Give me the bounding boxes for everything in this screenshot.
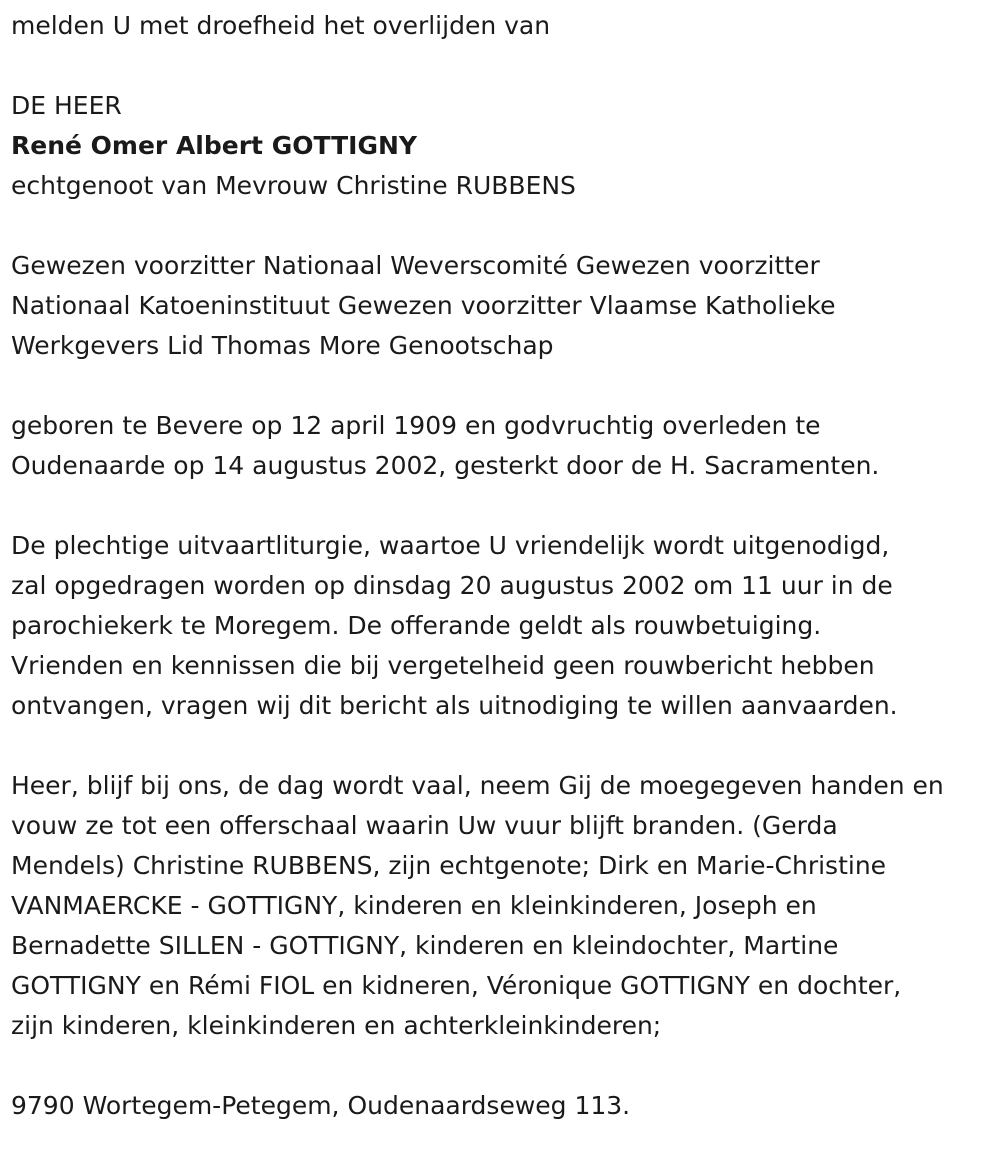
family-line: zijn kinderen, kleinkinderen en achterkleinkinderen; [11, 1011, 662, 1040]
funeral-line: De plechtige uitvaartliturgie, waartoe U vriendelijk wordt uitgenodigd, [11, 531, 890, 560]
functions-paragraph [11, 246, 996, 366]
spacer [11, 726, 996, 766]
family-line: vouw ze tot een offerschaal waarin Uw vuur blijft branden. (Gerda [11, 811, 838, 840]
functions-line: Werkgevers Lid Thomas More Genootschap [11, 331, 554, 360]
spouse-line: echtgenoot van Mevrouw Christine RUBBENS [11, 171, 576, 200]
functions-line: Gewezen voorzitter Nationaal Weverscomité Gewezen voorzitter [11, 251, 820, 280]
birth-death-line: geboren te Bevere op 12 april 1909 en godvruchtig overleden te [11, 411, 821, 440]
obituary-document [11, 0, 996, 1126]
funeral-line: parochiekerk te Moregem. De offerande geldt als rouwbetuiging. [11, 611, 822, 640]
family-paragraph [11, 766, 996, 1046]
family-line: Heer, blijf bij ons, de dag wordt vaal, neem Gij de moegegeven handen en [11, 771, 944, 800]
family-line: GOTTIGNY en Rémi FIOL en kidneren, Véronique GOTTIGNY en dochter, [11, 971, 902, 1000]
funeral-paragraph [11, 526, 996, 726]
family-line: Mendels) Christine RUBBENS, zijn echtgenote; Dirk en Marie-Christine [11, 851, 887, 880]
birth-death-paragraph [11, 406, 996, 486]
birth-death-line: Oudenaarde op 14 augustus 2002, gesterkt door de H. Sacramenten. [11, 451, 880, 480]
family-line: VANMAERCKE - GOTTIGNY, kinderen en kleinkinderen, Joseph en [11, 891, 817, 920]
address-line: 9790 Wortegem-Petegem, Oudenaardseweg 113. [11, 1091, 631, 1120]
deceased-name: René Omer Albert GOTTIGNY [11, 131, 418, 160]
family-line: Bernadette SILLEN - GOTTIGNY, kinderen en kleindochter, Martine [11, 931, 839, 960]
honorific: DE HEER [11, 91, 122, 120]
functions-line: Nationaal Katoeninstituut Gewezen voorzitter Vlaamse Katholieke [11, 291, 836, 320]
funeral-line: ontvangen, vragen wij dit bericht als uitnodiging te willen aanvaarden. [11, 691, 898, 720]
funeral-line: zal opgedragen worden op dinsdag 20 augustus 2002 om 11 uur in de [11, 571, 893, 600]
spacer [11, 206, 996, 246]
spacer [11, 46, 996, 86]
spacer [11, 486, 996, 526]
spacer [11, 366, 996, 406]
intro-line: melden U met droefheid het overlijden van [11, 11, 551, 40]
funeral-line: Vrienden en kennissen die bij vergetelheid geen rouwbericht hebben [11, 651, 875, 680]
spacer [11, 1046, 996, 1086]
